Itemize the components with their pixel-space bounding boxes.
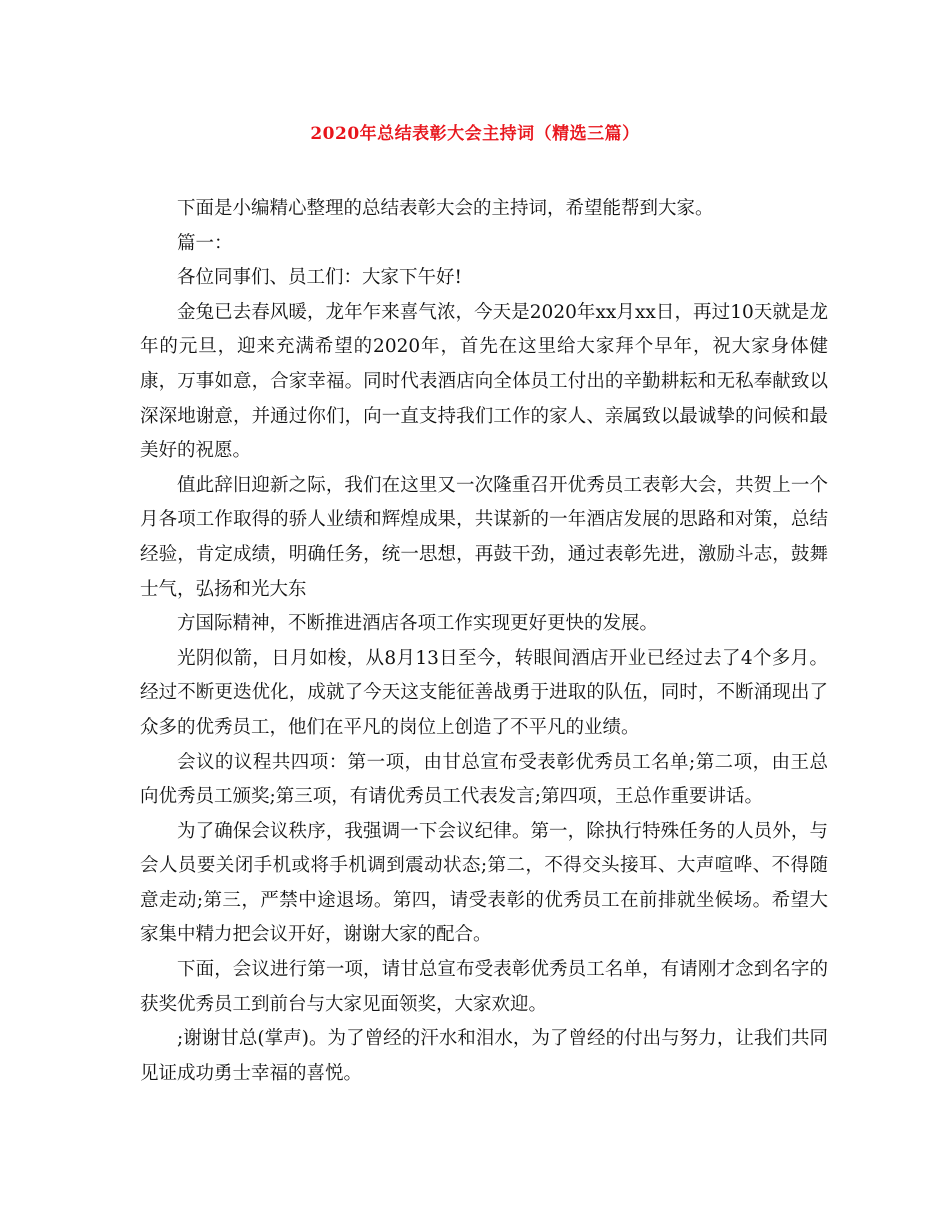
paragraph: 会议的议程共四项：第一项，由甘总宣布受表彰优秀员工名单;第二项，由王总向优秀员工颁奖;第三项，有请优秀员工代表发言;第四项，王总作重要讲话。: [140, 751, 828, 808]
paragraph: 金兔已去春风暖，龙年乍来喜气浓，今天是2020年xx月xx日，再过10天就是龙年的元旦，迎来充满希望的2020年，首先在这里给大家拜个早年，祝大家身体健康，万事如意，合家幸福。同时代表酒店向全体员工付出的辛勤耕耘和无私奉献致以深深地谢意，并通过你们，向一直支持我们工作的家人、亲属致以最诚挚的问候和最美好的祝愿。: [140, 301, 828, 462]
paragraph: 下面，会议进行第一项，请甘总宣布受表彰优秀员工名单，有请刚才念到名字的获奖优秀员工到前台与大家见面领奖，大家欢迎。: [140, 959, 828, 1015]
paragraph: 值此辞旧迎新之际，我们在这里又一次隆重召开优秀员工表彰大会，共贺上一个月各项工作取得的骄人业绩和辉煌成果，共谋新的一年酒店发展的思路和对策，总结经验，肯定成绩，明确任务，统一思想，再鼓干劲，通过表彰先进，激励斗志，鼓舞士气，弘扬和光大东: [140, 474, 828, 600]
paragraph: 光阴似箭，日月如梭，从8月13日至今，转眼间酒店开业已经过去了4个多月。经过不断更迭优化，成就了今天这支能征善战勇于进取的队伍，同时，不断涌现出了众多的优秀员工，他们在平凡的岗位上创造了不平凡的业绩。: [140, 647, 828, 738]
paragraph-section-heading: 篇一：: [177, 232, 233, 254]
paragraph: 为了确保会议秩序，我强调一下会议纪律。第一，除执行特殊任务的人员外，与会人员要关闭手机或将手机调到震动状态;第二，不得交头接耳、大声喧哗、不得随意走动;第三，严禁中途退场。第四，请受表彰的优秀员工在前排就坐候场。希望大家集中精力把会议开好，谢谢大家的配合。: [140, 820, 828, 946]
paragraph: 方国际精神，不断推进酒店各项工作实现更好更快的发展。: [177, 613, 659, 635]
paragraph-intro: 下面是小编精心整理的总结表彰大会的主持词，希望能帮到大家。: [177, 198, 714, 219]
paragraph: ;谢谢甘总(掌声)。为了曾经的汗水和泪水，为了曾经的付出与努力，让我们共同见证成功勇士幸福的喜悦。: [140, 1028, 828, 1084]
document-body: [140, 192, 828, 1091]
paragraph-greeting: 各位同事们、员工们：大家下午好!: [177, 267, 462, 289]
document-title: 2020年总结表彰大会主持词（精选三篇）: [310, 124, 640, 144]
